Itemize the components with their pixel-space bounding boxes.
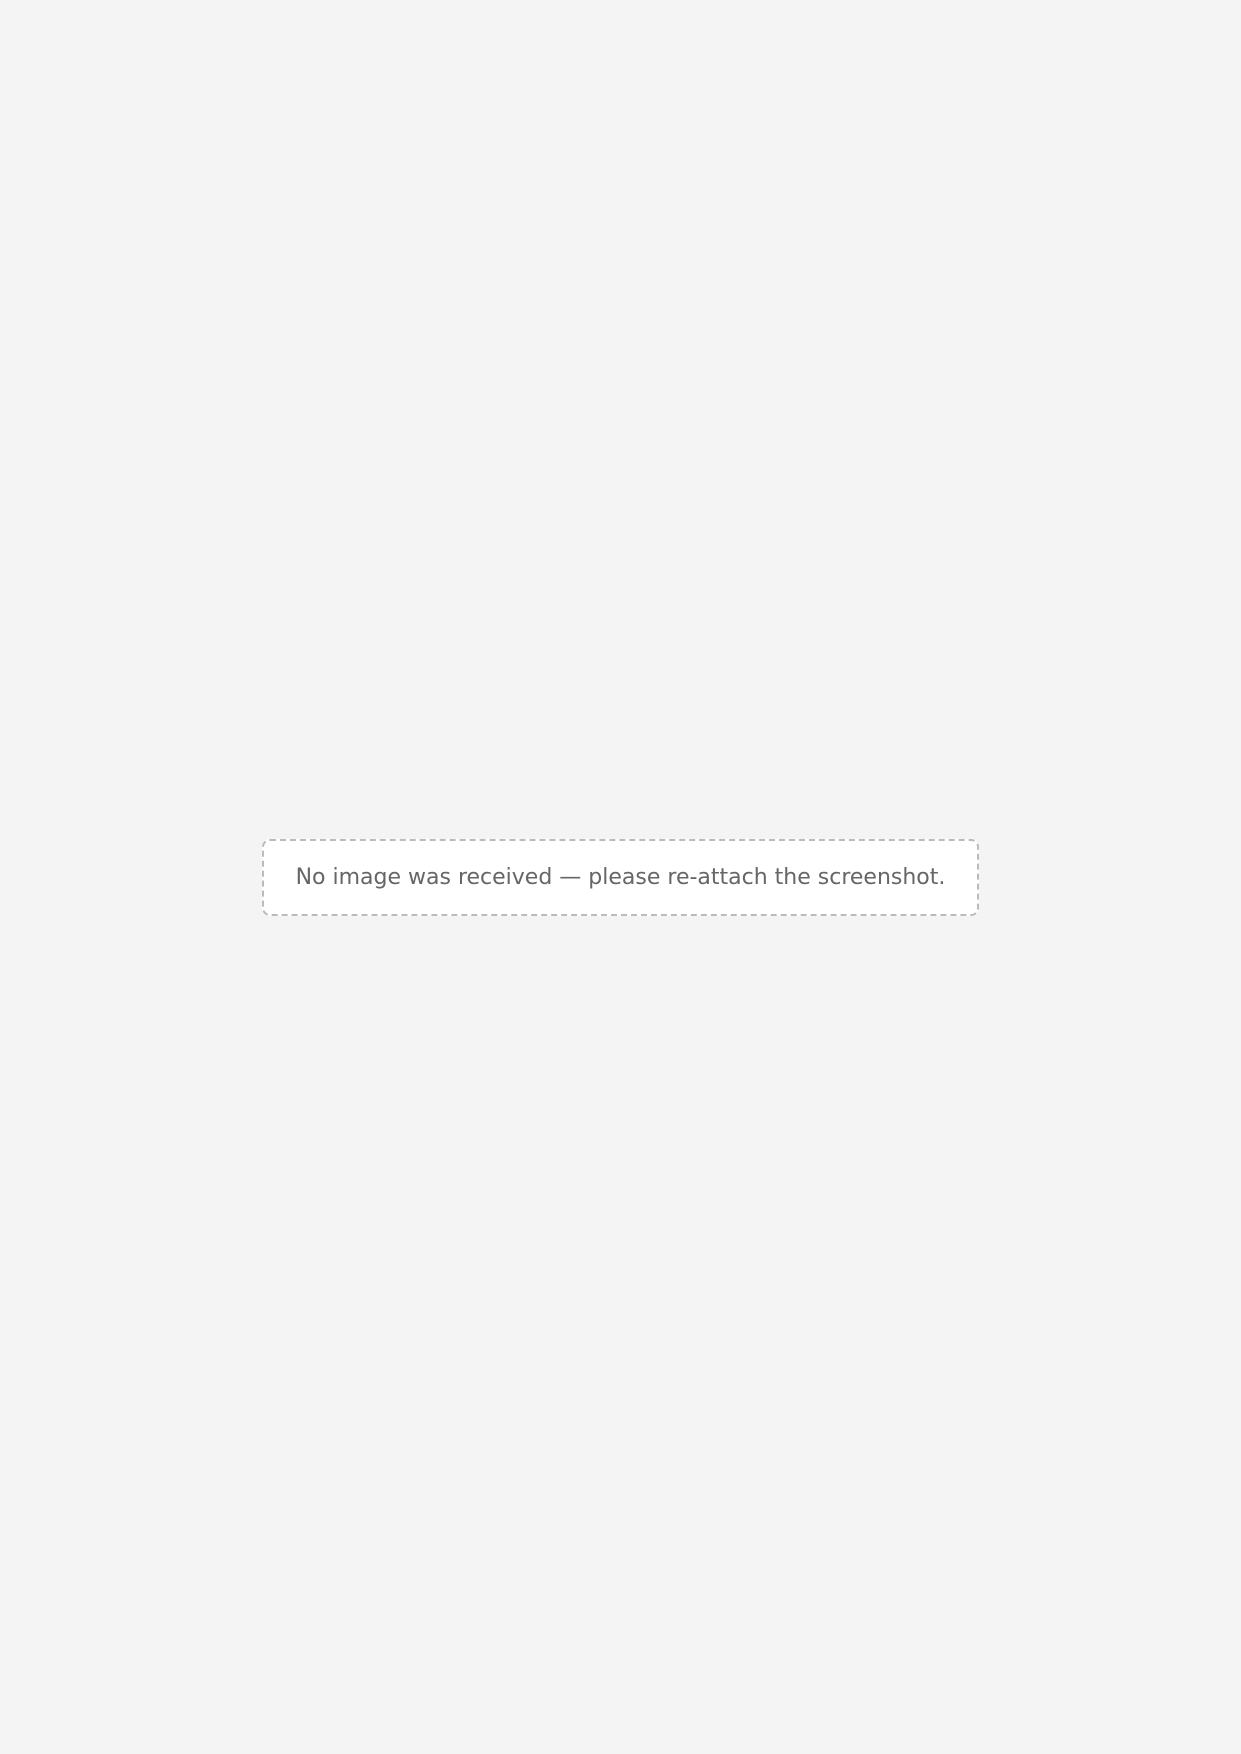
placeholder-message: No image was received — please re-attach the screenshot. — [262, 839, 980, 916]
